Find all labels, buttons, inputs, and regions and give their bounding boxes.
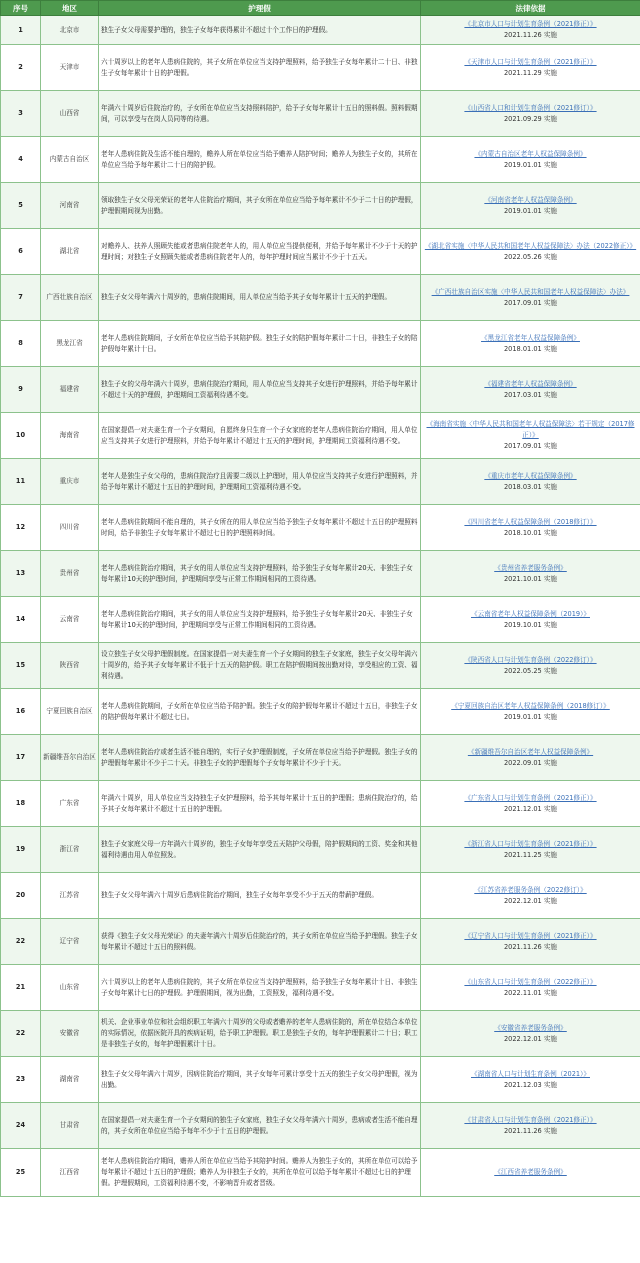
effective-date: 2021.11.26 实施 — [503, 1126, 558, 1135]
row-number: 21 — [1, 965, 41, 1011]
row-region: 浙江省 — [41, 827, 99, 873]
table-row — [1, 643, 640, 689]
law-link[interactable]: 《内蒙古自治区老年人权益保障条例》 — [474, 149, 587, 158]
row-number: 4 — [1, 137, 41, 183]
law-link[interactable]: 《天津市人口与计划生育条例（2021修正）》 — [464, 57, 597, 66]
effective-date: 2017.03.01 实施 — [503, 390, 558, 399]
row-law — [421, 137, 640, 183]
effective-date: 2021.11.26 实施 — [503, 31, 558, 39]
row-law — [421, 827, 640, 873]
law-link[interactable]: 《海南省实施〈中华人民共和国老年人权益保障法〉若干规定（2017修正）》 — [426, 420, 635, 439]
row-law — [421, 689, 640, 735]
row-leave-content: 老年人患病住院期间，子女所在单位应当给予陪护假。独生子女的陪护假每年累计不超过十五日，非独生子女的陪护假每年累计不超过七日。 — [99, 689, 421, 735]
row-region: 新疆维吾尔自治区 — [41, 735, 99, 781]
law-link[interactable]: 《山东省人口与计划生育条例（2022修正）》 — [464, 977, 597, 986]
row-region: 陕西省 — [41, 643, 99, 689]
row-number: 9 — [1, 367, 41, 413]
table-row — [1, 919, 640, 965]
effective-date: 2022.12.01 实施 — [503, 1034, 558, 1043]
table-row — [1, 321, 640, 367]
table-row — [1, 689, 640, 735]
row-number: 25 — [1, 1149, 41, 1197]
row-leave-content: 老年人患病住院治疗或者生活不能自理的，实行子女护理假制度，子女所在单位应当给予护理假。独生子女的护理假每年累计不少于二十天。非独生子女的护理假每个子女每年累计不少于十天。 — [99, 735, 421, 781]
row-leave-content: 老年人患病住院治疗期间，其子女的用人单位应当支持护理照料，给予独生子女每年累计20天、非独生子女每年累计10天的护理时间，护理期间享受与正常工作期间相同的工资待遇。 — [99, 597, 421, 643]
row-region: 广东省 — [41, 781, 99, 827]
row-number: 22 — [1, 919, 41, 965]
row-number: 23 — [1, 1057, 41, 1103]
row-law — [421, 643, 640, 689]
row-region: 湖北省 — [41, 229, 99, 275]
row-region: 海南省 — [41, 413, 99, 459]
effective-date: 2022.05.26 实施 — [503, 252, 558, 261]
row-region: 湖南省 — [41, 1057, 99, 1103]
effective-date: 2021.12.03 实施 — [503, 1080, 558, 1089]
row-leave-content: 老年人是独生子女父母的，患病住院治疗且需要二级以上护理时，用人单位应当支持其子女进行护理照料，并给予每年累计不超过十五日的护理时间，护理期间工资福利待遇不变。 — [99, 459, 421, 505]
table-row — [1, 873, 640, 919]
row-region: 四川省 — [41, 505, 99, 551]
effective-date: 2021.12.01 实施 — [503, 804, 558, 813]
row-law — [421, 873, 640, 919]
table-row — [1, 16, 640, 45]
row-leave-content: 独生子女父母年满六十周岁，因病住院治疗期间，其子女每年可累计享受十五天的独生子女父母护理假，视为出勤。 — [99, 1057, 421, 1103]
row-law — [421, 275, 640, 321]
table-row — [1, 1057, 640, 1103]
row-leave-content: 老年人患病住院期间不能自理的，其子女所在的用人单位应当给予独生子女每年累计不超过十五日的护理照料时间，给予非独生子女每年累计不超过七日的护理照料时间。 — [99, 505, 421, 551]
row-region: 云南省 — [41, 597, 99, 643]
row-law — [421, 1103, 640, 1149]
header-region: 地区 — [41, 1, 99, 16]
row-number: 8 — [1, 321, 41, 367]
law-link[interactable]: 《福建省老年人权益保障条例》 — [484, 379, 577, 388]
law-link[interactable]: 《安徽省养老服务条例》 — [494, 1023, 567, 1032]
row-leave-content: 在国家提倡一对夫妻生育一个子女期间，自愿终身只生育一个子女家庭的老年人患病住院治疗期间，用人单位应当支持其子女进行护理照料，并给予每年累计不超过十五天的护理时间，护理期间工资福利待遇不变。 — [99, 413, 421, 459]
effective-date: 2017.09.01 实施 — [503, 298, 558, 307]
row-number: 13 — [1, 551, 41, 597]
table-row — [1, 965, 640, 1011]
law-link[interactable]: 《广东省人口与计划生育条例（2021修正）》 — [464, 793, 597, 802]
row-law — [421, 919, 640, 965]
row-law — [421, 413, 640, 459]
row-leave-content: 获得《独生子女父母光荣证》的夫妻年满六十周岁后住院治疗的，其子女所在单位应当给予护理假。独生子女每年累计不超过十五日的照料假。 — [99, 919, 421, 965]
header-leave: 护理假 — [99, 1, 421, 16]
row-region: 天津市 — [41, 45, 99, 91]
row-number: 15 — [1, 643, 41, 689]
table-row — [1, 459, 640, 505]
row-number: 24 — [1, 1103, 41, 1149]
table-row — [1, 229, 640, 275]
table-row — [1, 183, 640, 229]
effective-date: 2021.11.25 实施 — [503, 850, 558, 859]
row-region: 辽宁省 — [41, 919, 99, 965]
table-row — [1, 1149, 640, 1197]
row-number: 6 — [1, 229, 41, 275]
row-region: 山西省 — [41, 91, 99, 137]
row-law — [421, 367, 640, 413]
row-law — [421, 1011, 640, 1057]
effective-date: 2021.10.01 实施 — [503, 574, 558, 583]
effective-date: 2022.05.25 实施 — [503, 666, 558, 675]
row-leave-content: 老年人患病住院治疗期间，其子女的用人单位应当支持护理照料，给予独生子女每年累计20天、非独生子女每年累计10天的护理时间，护理期间享受与正常工作期间相同的工资待遇。 — [99, 551, 421, 597]
law-link[interactable]: 《湖北省实施〈中华人民共和国老年人权益保障法〉办法（2022修正）》 — [424, 241, 637, 250]
row-law — [421, 229, 640, 275]
row-region: 内蒙古自治区 — [41, 137, 99, 183]
row-region: 福建省 — [41, 367, 99, 413]
law-link[interactable]: 《新疆维吾尔自治区老年人权益保障条例》 — [467, 747, 594, 756]
row-law — [421, 321, 640, 367]
effective-date: 2017.09.01 实施 — [503, 442, 558, 450]
row-leave-content: 六十周岁以上的老年人患病住院的，其子女所在单位应当支持护理照料，给予独生子女每年累计二十日、非独生子女每年累计十日的护理假。 — [99, 45, 421, 91]
effective-date: 2018.03.01 实施 — [503, 482, 558, 491]
law-link[interactable]: 《辽宁省人口与计划生育条例（2021修正）》 — [464, 931, 597, 940]
law-link[interactable]: 《湖南省人口与计划生育条例（2021）》 — [471, 1069, 590, 1078]
law-link[interactable]: 《北京市人口与计划生育条例（2021修正）》 — [464, 20, 597, 28]
row-number: 20 — [1, 873, 41, 919]
table-row — [1, 275, 640, 321]
law-link[interactable]: 《陕西省人口与计划生育条例（2022修订）》 — [464, 655, 597, 664]
table-row — [1, 505, 640, 551]
row-leave-content: 老年人患病住院及生活不能自理的，赡养人所在单位应当给予赡养人陪护时间；赡养人为独生子女的，其所在单位应当给予每年累计二十日的陪护假。 — [99, 137, 421, 183]
row-law — [421, 183, 640, 229]
row-leave-content: 领取独生子女父母光荣证的老年人住院治疗期间，其子女所在单位应当给予每年累计不少于二十日的护理假，护理假期间视为出勤。 — [99, 183, 421, 229]
law-link[interactable]: 《甘肃省人口与计划生育条例（2021修正）》 — [464, 1115, 597, 1124]
law-link[interactable]: 《云南省老年人权益保障条例（2019）》 — [471, 609, 590, 618]
table-row — [1, 735, 640, 781]
row-leave-content: 对赡养人、扶养人照顾失能或者患病住院老年人的，用人单位应当提供便利，并给予每年累计不少于十天的护理时间；对独生子女照顾失能或者患病住院老年人的，每年护理时间应当累计不少于十五天。 — [99, 229, 421, 275]
row-leave-content: 独生子女家庭父母一方年满六十周岁的，独生子女每年享受五天陪护父母假，陪护假期间的工资、奖金和其他福利待遇由用人单位照发。 — [99, 827, 421, 873]
effective-date: 2018.10.01 实施 — [503, 528, 558, 537]
row-number: 19 — [1, 827, 41, 873]
law-link[interactable]: 《宁夏回族自治区老年人权益保障条例（2018修订）》 — [451, 701, 610, 710]
effective-date: 2021.09.29 实施 — [503, 114, 558, 123]
row-region: 江苏省 — [41, 873, 99, 919]
row-leave-content: 独生子女的父母年满六十周岁，患病住院治疗期间，用人单位应当支持其子女进行护理照料，并给予每年累计不超过十天的护理假，护理期间工资福利待遇不变。 — [99, 367, 421, 413]
law-link[interactable]: 《重庆市老年人权益保障条例》 — [484, 471, 577, 480]
row-leave-content: 六十周岁以上的老年人患病住院的，其子女所在单位应当支持护理照料，给予独生子女每年累计十日、非独生子女每年累计七日的护理假。护理假期间，视为出勤，工资照发，福利待遇不变。 — [99, 965, 421, 1011]
row-number: 18 — [1, 781, 41, 827]
effective-date: 2019.01.01 实施 — [503, 712, 558, 721]
table-row — [1, 1011, 640, 1057]
law-link[interactable]: 《江西省养老服务条例》 — [494, 1168, 567, 1176]
header-law: 法律依据 — [421, 1, 640, 16]
effective-date: 2019.10.01 实施 — [503, 620, 558, 629]
table-row — [1, 413, 640, 459]
law-link[interactable]: 《浙江省人口与计划生育条例（2021修正）》 — [464, 839, 597, 848]
row-number: 10 — [1, 413, 41, 459]
table-row — [1, 781, 640, 827]
table-row — [1, 551, 640, 597]
law-link[interactable]: 《江苏省养老服务条例（2022修订）》 — [474, 885, 587, 894]
row-law — [421, 16, 640, 45]
law-link[interactable]: 《贵州省养老服务条例》 — [494, 563, 567, 572]
row-number: 22 — [1, 1011, 41, 1057]
row-law — [421, 781, 640, 827]
effective-date: 2019.01.01 实施 — [503, 206, 558, 215]
row-law — [421, 1149, 640, 1197]
row-region: 黑龙江省 — [41, 321, 99, 367]
table-row — [1, 367, 640, 413]
row-region: 北京市 — [41, 16, 99, 45]
table-body — [1, 16, 640, 1197]
row-leave-content: 老年人患病住院期间，子女所在单位应当给予其陪护假。独生子女的陪护假每年累计二十日，非独生子女的陪护假每年累计十日。 — [99, 321, 421, 367]
row-law — [421, 965, 640, 1011]
row-law — [421, 551, 640, 597]
row-number: 17 — [1, 735, 41, 781]
effective-date: 2019.01.01 实施 — [503, 160, 558, 169]
row-number: 12 — [1, 505, 41, 551]
row-law — [421, 597, 640, 643]
row-number: 16 — [1, 689, 41, 735]
row-law — [421, 459, 640, 505]
effective-date: 2018.01.01 实施 — [503, 344, 558, 353]
row-leave-content: 在国家提倡一对夫妻生育一个子女期间的独生子女家庭，独生子女父母年满六十周岁，患病或者生活不能自理的，其子女所在单位应当给予每年不少于十五日的护理假。 — [99, 1103, 421, 1149]
law-link[interactable]: 《黑龙江省老年人权益保障条例》 — [481, 333, 580, 342]
row-leave-content: 老年人患病住院治疗期间，赡养人所在单位应当给予其陪护时间。赡养人为独生子女的，其所在单位可以给予每年累计不超过十五日的护理假；赡养人为非独生子女的，其所在单位可以给予每年累计不超过七日的护理假。护理假期间，工资福利待遇不变，不影响晋升或者晋级。 — [99, 1149, 421, 1197]
effective-date: 2022.09.01 实施 — [503, 758, 558, 767]
effective-date: 2022.11.01 实施 — [503, 988, 558, 997]
law-link[interactable]: 《河南省老年人权益保障条例》 — [484, 195, 577, 204]
row-leave-content: 年满六十周岁后住院治疗的，子女所在单位应当支持照料陪护，给予子女每年累计十五日的照料假。照料假期间，可以享受与在岗人员同等的待遇。 — [99, 91, 421, 137]
row-region: 重庆市 — [41, 459, 99, 505]
law-link[interactable]: 《广西壮族自治区实施〈中华人民共和国老年人权益保障法〉办法》 — [431, 287, 630, 296]
table-header-row — [1, 1, 640, 16]
effective-date: 2022.12.01 实施 — [503, 896, 558, 905]
row-region: 广西壮族自治区 — [41, 275, 99, 321]
row-leave-content: 年满六十周岁，用人单位应当支持独生子女护理照料，给予其每年累计十五日的护理假；患病住院治疗的，给予其子女每年累计不超过十五日的护理假。 — [99, 781, 421, 827]
table-row — [1, 45, 640, 91]
row-region: 江西省 — [41, 1149, 99, 1197]
row-region: 贵州省 — [41, 551, 99, 597]
row-region: 安徽省 — [41, 1011, 99, 1057]
row-region: 宁夏回族自治区 — [41, 689, 99, 735]
row-number: 11 — [1, 459, 41, 505]
row-region: 甘肃省 — [41, 1103, 99, 1149]
row-leave-content: 独生子女父母年满六十周岁的，患病住院期间，用人单位应当给予其子女每年累计十五天的护理假。 — [99, 275, 421, 321]
table-row — [1, 827, 640, 873]
law-link[interactable]: 《四川省老年人权益保障条例（2018修订）》 — [464, 517, 597, 526]
row-number: 7 — [1, 275, 41, 321]
table-row — [1, 597, 640, 643]
effective-date: 2021.11.29 实施 — [503, 68, 558, 77]
row-number: 5 — [1, 183, 41, 229]
row-region: 河南省 — [41, 183, 99, 229]
row-number: 1 — [1, 16, 41, 45]
row-region: 山东省 — [41, 965, 99, 1011]
row-leave-content: 独生子女父母年满六十周岁后患病住院治疗期间，独生子女每年享受不少于五天的带薪护理假。 — [99, 873, 421, 919]
table-row — [1, 91, 640, 137]
row-law — [421, 505, 640, 551]
row-leave-content: 机关、企业事业单位和社会组织职工年满六十周岁的父母或者赡养的老年人患病住院的，所在单位结合本单位的实际情况，依据医院开具的疾病证明，给予职工护理假。职工是独生子女的，每年护理假累计二十日；职工是非独生子女的，每年护理假累计十日。 — [99, 1011, 421, 1057]
row-leave-content: 设立独生子女父母护理假制度。在国家提倡一对夫妻生育一个子女期间的独生子女家庭，独生子女父母年满六十周岁的，给予其子女每年累计不低于十五天的陪护假。职工在陪护假期间按出勤对待，享受相应的工资、福利待遇。 — [99, 643, 421, 689]
table-row — [1, 1103, 640, 1149]
row-law — [421, 1057, 640, 1103]
header-number: 序号 — [1, 1, 41, 16]
effective-date: 2021.11.26 实施 — [503, 942, 558, 951]
row-number: 2 — [1, 45, 41, 91]
row-number: 3 — [1, 91, 41, 137]
row-leave-content: 独生子女父母需要护理的，独生子女每年获得累计不超过十个工作日的护理假。 — [99, 16, 421, 45]
row-law — [421, 735, 640, 781]
row-number: 14 — [1, 597, 41, 643]
row-law — [421, 45, 640, 91]
row-law — [421, 91, 640, 137]
law-link[interactable]: 《山西省人口和计划生育条例（2021修订）》 — [464, 103, 597, 112]
table-row — [1, 137, 640, 183]
